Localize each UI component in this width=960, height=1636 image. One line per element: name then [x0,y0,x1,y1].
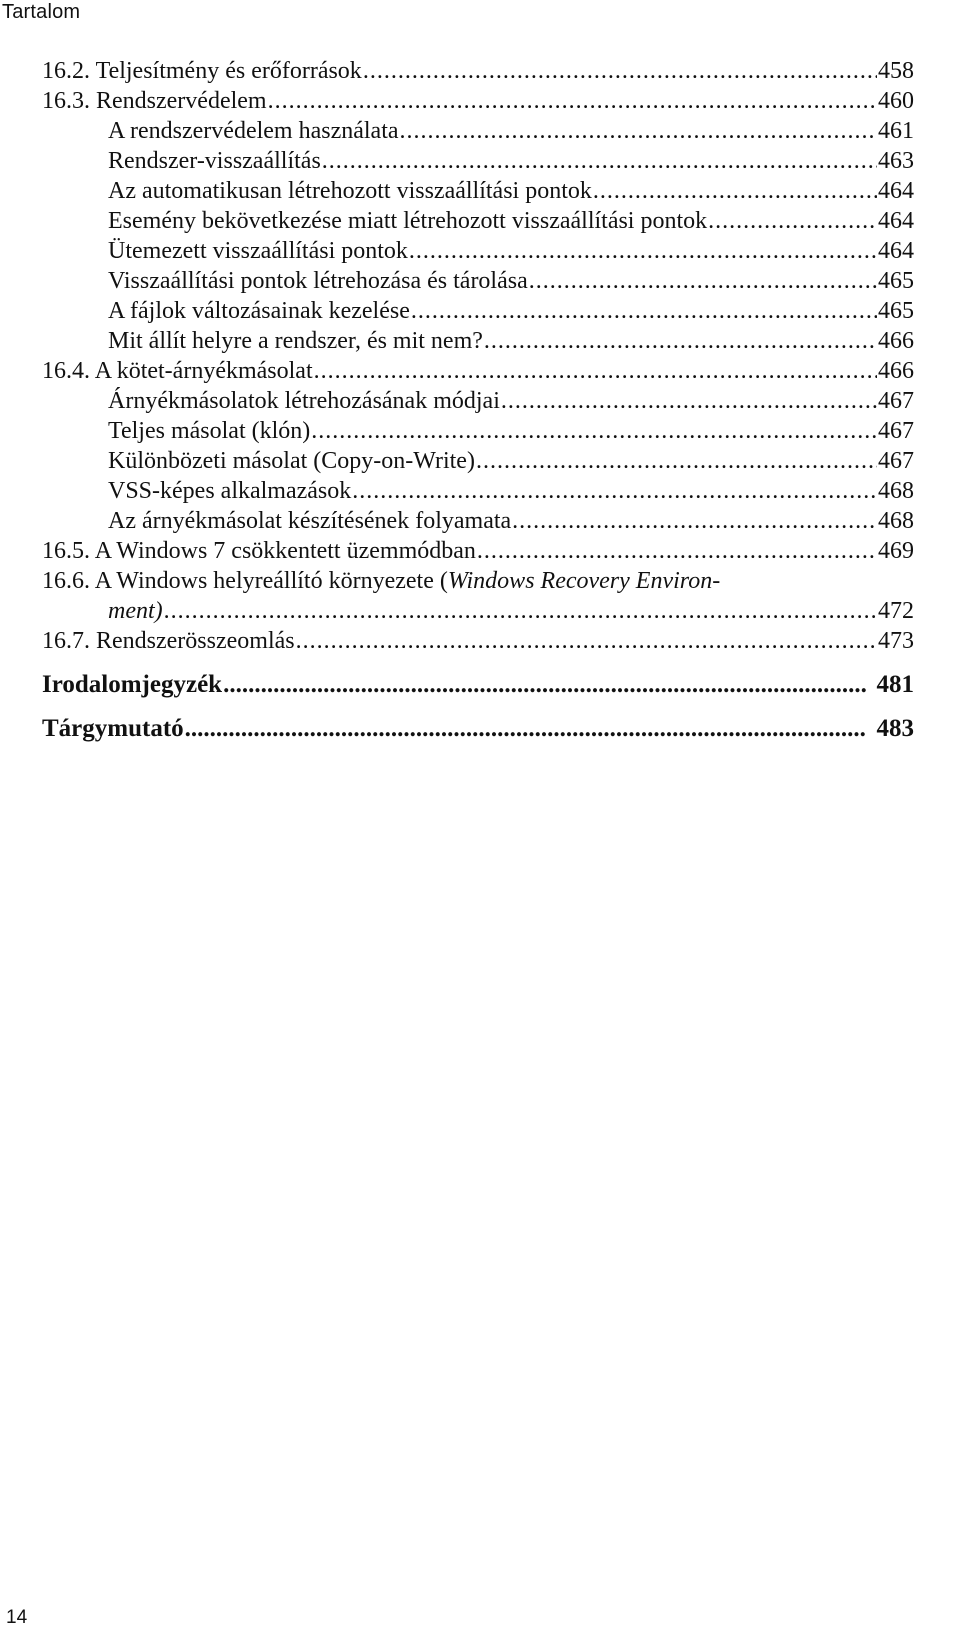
toc-entry-title: 16.2. Teljesítmény és erőforrások [42,58,362,84]
toc-page-number: 465 [878,298,914,324]
toc-subentry[interactable] [42,236,914,266]
toc-subentry[interactable] [42,116,914,146]
leader-dots [409,236,877,266]
toc-entry-title: 16.4. A kötet-árnyékmásolat [42,358,313,384]
leader-dots [352,476,877,506]
toc-page-number: 473 [878,628,914,654]
toc-subentry[interactable] [42,296,914,326]
toc-entry-irodalomjegyzek[interactable] [42,664,914,706]
toc-page-number: 481 [876,671,914,698]
table-of-contents [42,56,914,750]
leader-dots [314,356,877,386]
toc-page-number: 467 [878,418,914,444]
toc-page-number: 464 [878,238,914,264]
toc-subentry[interactable] [42,386,914,416]
leader-dots [529,266,877,296]
toc-subentry[interactable] [42,266,914,296]
toc-entry-title: Árnyékmásolatok létrehozásának módjai [108,388,500,414]
toc-entry-title: 16.7. Rendszerösszeomlás [42,628,295,654]
toc-subentry[interactable] [42,206,914,236]
toc-entry-title: A Windows helyreállító környezete ( [94,568,448,594]
toc-entry-16-6[interactable] [42,566,914,596]
leader-dots [268,86,877,116]
leader-dots [593,176,877,206]
leader-dots [484,326,877,356]
toc-entry-title: A rendszervédelem használata [108,118,399,144]
toc-entry-16-6-continuation[interactable] [42,596,914,626]
toc-entry-title: Teljes másolat (klón) [108,418,311,444]
toc-entry-title: Esemény bekövetkezése miatt létrehozott visszaállítási pontok [108,208,708,234]
toc-entry-16-3[interactable] [42,86,914,116]
leader-dots [164,596,877,626]
toc-page-number: 458 [878,58,914,84]
leader-dots [708,206,877,236]
toc-entry-16-2[interactable] [42,56,914,86]
leader-dots [296,626,877,656]
toc-entry-title-italic: Windows Recovery Environ- [447,568,721,594]
toc-entry-title: 16.5. A Windows 7 csökkentett üzemmódban [42,538,476,564]
leader-dots [411,296,877,326]
leader-dots [311,416,877,446]
toc-entry-title: Ütemezett visszaállítási pontok [108,238,408,264]
toc-page-number: 465 [878,268,914,294]
toc-entry-16-5[interactable] [42,536,914,566]
toc-entry-title: Visszaállítási pontok létrehozása és tárolása [108,268,528,294]
toc-subentry[interactable] [42,506,914,536]
leader-dots [363,56,877,86]
toc-entry-title: Az automatikusan létrehozott visszaállítási pontok [108,178,592,204]
toc-entry-title: 16.3. Rendszervédelem [42,88,267,114]
toc-entry-16-7[interactable] [42,626,914,656]
toc-subentry[interactable] [42,416,914,446]
toc-entry-title: Az árnyékmásolat készítésének folyamata [108,508,512,534]
toc-page-number: 468 [878,478,914,504]
toc-entry-title: Különbözeti másolat (Copy-on-Write) [108,448,475,474]
toc-entry-title: VSS-képes alkalmazások [108,478,352,504]
toc-entry-targymutato[interactable] [42,708,914,750]
toc-subentry[interactable] [42,326,914,356]
toc-subentry[interactable] [42,146,914,176]
toc-entry-title: Tárgymutató [42,715,184,742]
toc-page-number: 472 [878,598,914,624]
toc-entry-title: Rendszer-visszaállítás [108,148,321,174]
toc-page-number: 467 [878,448,914,474]
toc-subentry[interactable] [42,446,914,476]
leader-dots [476,446,877,476]
toc-entry-16-4[interactable] [42,356,914,386]
toc-entry-title-italic: ment) [108,598,163,624]
toc-page-number: 461 [878,118,914,144]
toc-entry-number: 16.6. [42,568,90,594]
leader-dots [512,506,877,536]
toc-page-number: 466 [878,358,914,384]
running-head: Tartalom [2,1,81,23]
toc-page-number: 464 [878,178,914,204]
toc-page-number: 467 [878,388,914,414]
toc-subentry[interactable] [42,176,914,206]
toc-entry-title: A fájlok változásainak kezelése [108,298,410,324]
toc-page-number: 463 [878,148,914,174]
leader-dots [223,664,865,706]
toc-subentry[interactable] [42,476,914,506]
toc-entry-title: Irodalomjegyzék [42,671,223,698]
page-number: 14 [6,1607,28,1628]
leader-dots [185,708,866,750]
toc-page-number: 469 [878,538,914,564]
toc-page-number: 468 [878,508,914,534]
toc-page-number: 466 [878,328,914,354]
toc-page-number: 464 [878,208,914,234]
leader-dots [501,386,877,416]
toc-page-number: 460 [878,88,914,114]
toc-entry-title: Mit állít helyre a rendszer, és mit nem? [108,328,483,354]
toc-page-number: 483 [876,715,914,742]
leader-dots [322,146,877,176]
leader-dots [477,536,877,566]
leader-dots [400,116,877,146]
